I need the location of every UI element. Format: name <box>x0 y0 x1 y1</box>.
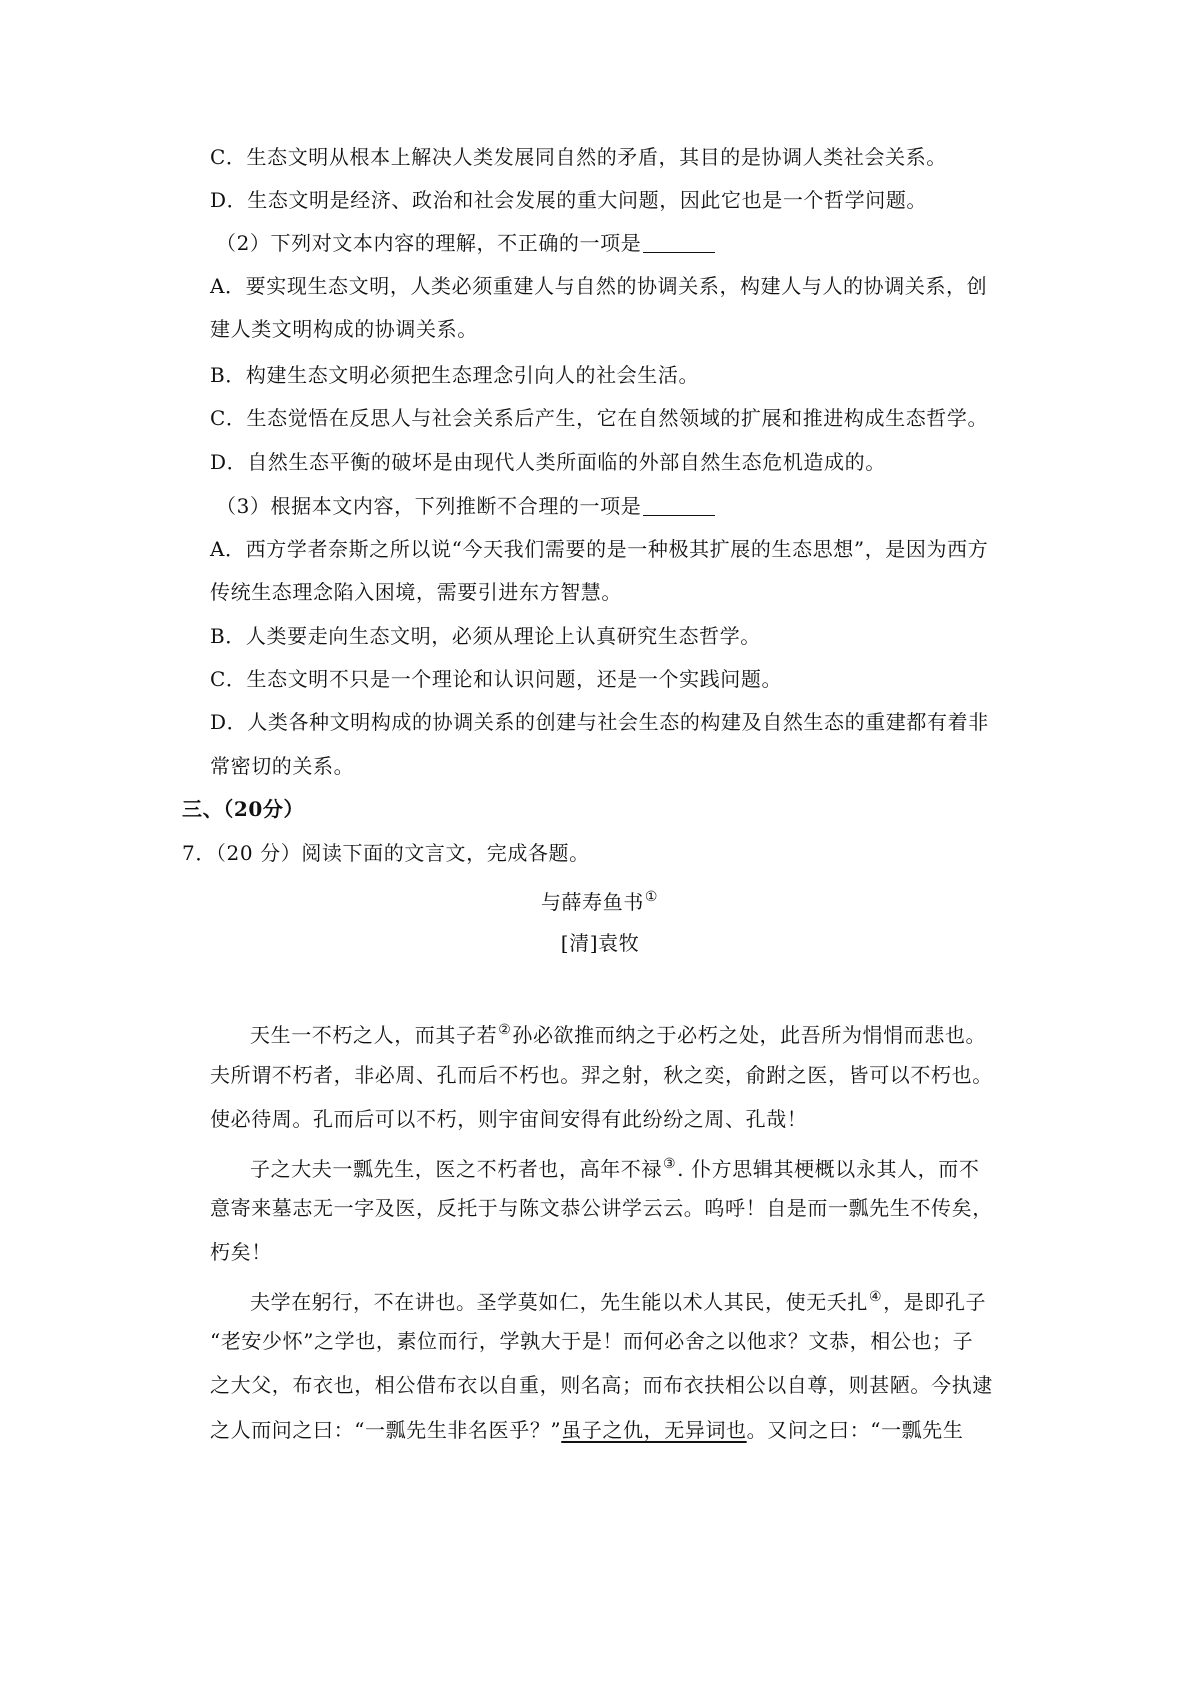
passage-p3-line2: “老安少怀”之学也，素位而行，学孰大于是！而何必舍之以他求？文恭，相公也；子 <box>210 1329 974 1353</box>
question-2-text: （2）下列对文本内容的理解，不正确的一项是 <box>216 231 642 255</box>
option-d-q3-cont: 常密切的关系。 <box>210 754 355 778</box>
option-b-q2: B．构建生态文明必须把生态理念引向人的社会生活。 <box>210 363 700 387</box>
question-7-stem: 7．（20 分）阅读下面的文言文，完成各题。 <box>182 841 590 865</box>
option-a-q2: A．要实现生态文明，人类必须重建人与自然的协调关系，构建人与人的协调关系，创 <box>210 274 988 298</box>
section-heading <box>182 795 1002 823</box>
passage-p2-line2: 意寄来墓志无一字及医，反托于与陈文恭公讲学云云。呜呼！自是而一瓢先生不传矣， <box>210 1196 993 1220</box>
footnote-marker: ③ <box>663 1156 677 1172</box>
passage-text: . 仆方思辑其梗概以永其人，而不 <box>677 1157 980 1181</box>
passage-p1-line3: 使必待周。孔而后可以不朽，则宇宙间安得有此纷纷之周、孔哉！ <box>210 1107 808 1131</box>
footnote-marker: ④ <box>869 1289 883 1305</box>
passage-p1-line2: 夫所谓不朽者，非必周、孔而后不朽也。羿之射，秋之奕，俞跗之医，皆可以不朽也。 <box>210 1063 993 1087</box>
passage-p1-line1 <box>210 1016 1030 1049</box>
passage-text: ，是即孔子 <box>883 1290 987 1314</box>
passage-p3-line1 <box>210 1283 1030 1316</box>
answer-blank <box>643 232 715 253</box>
footnote-marker: ② <box>498 1022 512 1038</box>
option-c-q2: C．生态觉悟在反思人与社会关系后产生，它在自然领域的扩展和推进构成生态哲学。 <box>210 406 989 430</box>
passage-title-text: 与薛寿鱼书 <box>540 890 644 914</box>
footnote-marker: ① <box>644 889 659 905</box>
passage-text: 夫学在躬行，不在讲也。圣学莫如仁，先生能以术人其民，使无夭扎 <box>250 1290 868 1314</box>
passage-text: 天生一不朽之人，而其子若 <box>250 1023 498 1047</box>
section-prefix: 三、（ <box>182 797 234 821</box>
passage-text: 孙必欲推而纳之于必朽之处，此吾所为悁悁而悲也。 <box>512 1023 987 1047</box>
option-d-q3: D．人类各种文明构成的协调关系的创建与社会生态的构建及自然生态的重建都有着非 <box>210 710 989 734</box>
option-d-q2: D．自然生态平衡的破坏是由现代人类所面临的外部自然生态危机造成的。 <box>210 450 886 474</box>
passage-title <box>0 883 1200 916</box>
option-a-q2-cont: 建人类文明构成的协调关系。 <box>210 317 478 341</box>
question-3-stem <box>216 492 1036 520</box>
question-3-text: （3）根据本文内容，下列推断不合理的一项是 <box>216 494 642 518</box>
underlined-sentence: 虽子之仇，无异词也 <box>561 1418 747 1442</box>
option-c-q3: C．生态文明不只是一个理论和认识问题，还是一个实践问题。 <box>210 667 783 691</box>
answer-blank <box>643 495 715 516</box>
passage-text: 。又问之曰：“一瓢先生 <box>746 1418 964 1442</box>
option-a-q3: A．西方学者奈斯之所以说“今天我们需要的是一种极其扩展的生态思想”，是因为西方 <box>210 537 989 561</box>
option-a-q3-cont: 传统生态理念陷入困境，需要引进东方智慧。 <box>210 580 622 604</box>
section-suffix: 分） <box>262 797 305 821</box>
passage-p3-line4 <box>210 1416 1030 1444</box>
passage-p2-line3: 朽矣！ <box>210 1240 272 1264</box>
section-score: 20 <box>233 797 263 821</box>
passage-author: [清]袁牧 <box>560 931 640 955</box>
passage-text: 子之大夫一瓢先生，医之不朽者也，高年不禄 <box>250 1157 662 1181</box>
passage-p2-line1 <box>210 1150 1030 1183</box>
option-d-q1: D．生态文明是经济、政治和社会发展的重大问题，因此它也是一个哲学问题。 <box>210 188 928 212</box>
passage-text: 之人而问之曰：“一瓢先生非名医乎？” <box>210 1418 562 1442</box>
passage-p3-line3: 之大父，布衣也，相公借布衣以自重，则名高；而布衣扶相公以自尊，则甚陋。今执逮 <box>210 1373 993 1397</box>
option-c-q1: C．生态文明从根本上解决人类发展同自然的矛盾，其目的是协调人类社会关系。 <box>210 145 947 169</box>
question-2-stem <box>216 229 1036 257</box>
option-b-q3: B．人类要走向生态文明，必须从理论上认真研究生态哲学。 <box>210 624 761 648</box>
